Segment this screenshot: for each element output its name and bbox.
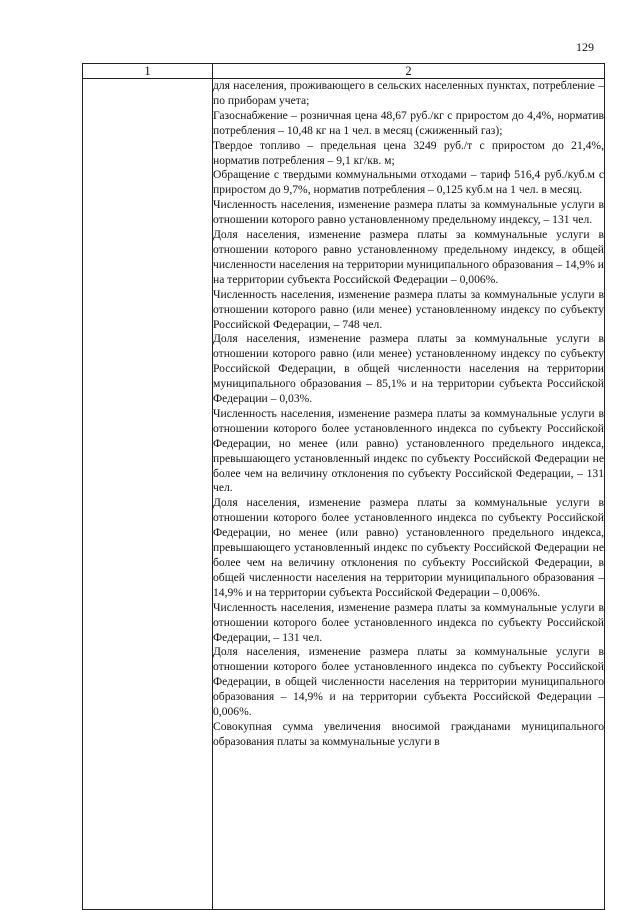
paragraph-total-increase: Совокупная сумма увеличения вносимой гражданами муниципального образования платы за коммунальные услуги в (213, 719, 604, 748)
paragraph-population-above-index-within-deviation: Численность населения, изменение размера платы за коммунальные услуги в отношении которого более установленного индекса по субъекту Российской Федерации, но менее (или равно) установленного предельного индекса, превышающего установленный индекс по субъекту Российской Федерации не более чем на величину отклонения по субъекту Российской Федерации, – 131 чел. (213, 406, 604, 495)
paragraph-share-above-index-within-deviation: Доля населения, изменение размера платы за коммунальные услуги в отношении которого более установленного индекса по субъекту Российской Федерации, но менее (или равно) установленного предельного индекса, превышающего установленный индекс по субъекту Российской Федерации не более чем на величину отклонения по субъекту Российской Федерации, в общей численности населения на территории муниципального образования – 14,9% и на территории субъекта Российской Федерации – 0,006%. (213, 496, 604, 599)
page-number: 129 (576, 40, 594, 54)
column-header-2: 2 (213, 64, 605, 79)
paragraph-share-equal-or-less-index: Доля населения, изменение размера платы за коммунальные услуги в отношении которого равно (или менее) установленному индексу по субъекту Российской Федерации, в общей численности населения на территории муниципального образования – 85,1% и на территории субъекта Российской Федерации – 0,03%. (213, 332, 604, 406)
paragraph-rural-population: для населения, проживающего в сельских населенных пунктах, потребление – по приборам учета; (213, 79, 604, 107)
paragraph-share-above-index: Доля населения, изменение размера платы за коммунальные услуги в отношении которого более установленного индекса по субъекту Российской Федерации, в общей численности населения на территории муниципального образования – 14,9% и на территории субъекта Российской Федерации – 0,006%. (213, 645, 604, 719)
column-header-1: 1 (83, 64, 213, 79)
column-1-cell (83, 79, 213, 910)
column-2-cell (213, 79, 605, 910)
paragraph-solid-waste: Обращение с твердыми коммунальными отходами – тариф 516,4 руб./куб.м с приростом до 9,7%, норматив потребления – 0,125 куб.м на 1 чел. в месяц. (213, 168, 604, 197)
paragraph-population-equal-or-less-index: Численность населения, изменение размера платы за коммунальные услуги в отношении которого равно (или менее) установленному индексу по субъекту Российской Федерации, – 748 чел. (213, 287, 604, 331)
paragraph-population-above-index: Численность населения, изменение размера платы за коммунальные услуги в отношении которого более установленного индекса по субъекту Российской Федерации, – 131 чел. (213, 600, 604, 644)
paragraph-gas-supply: Газоснабжение – розничная цена 48,67 руб./кг с приростом до 4,4%, норматив потребления – 10,48 кг на 1 чел. в месяц (сжиженный газ); (213, 108, 604, 137)
paragraph-solid-fuel: Твердое топливо – предельная цена 3249 руб./т с приростом до 21,4%, норматив потребления – 9,1 кг/кв. м; (213, 138, 604, 167)
table-row (83, 79, 605, 910)
document-table (82, 63, 605, 910)
paragraph-share-equal-limit: Доля населения, изменение размера платы за коммунальные услуги в отношении которого равно установленному предельному индексу, в общей численности населения на территории муниципального образования – 14,9% и на территории субъекта Российской Федерации – 0,006%. (213, 228, 604, 286)
paragraph-population-equal-limit: Численность населения, изменение размера платы за коммунальные услуги в отношении которого равно установленному предельному индексу, – 131 чел. (213, 198, 604, 227)
table-header-row (83, 64, 605, 79)
